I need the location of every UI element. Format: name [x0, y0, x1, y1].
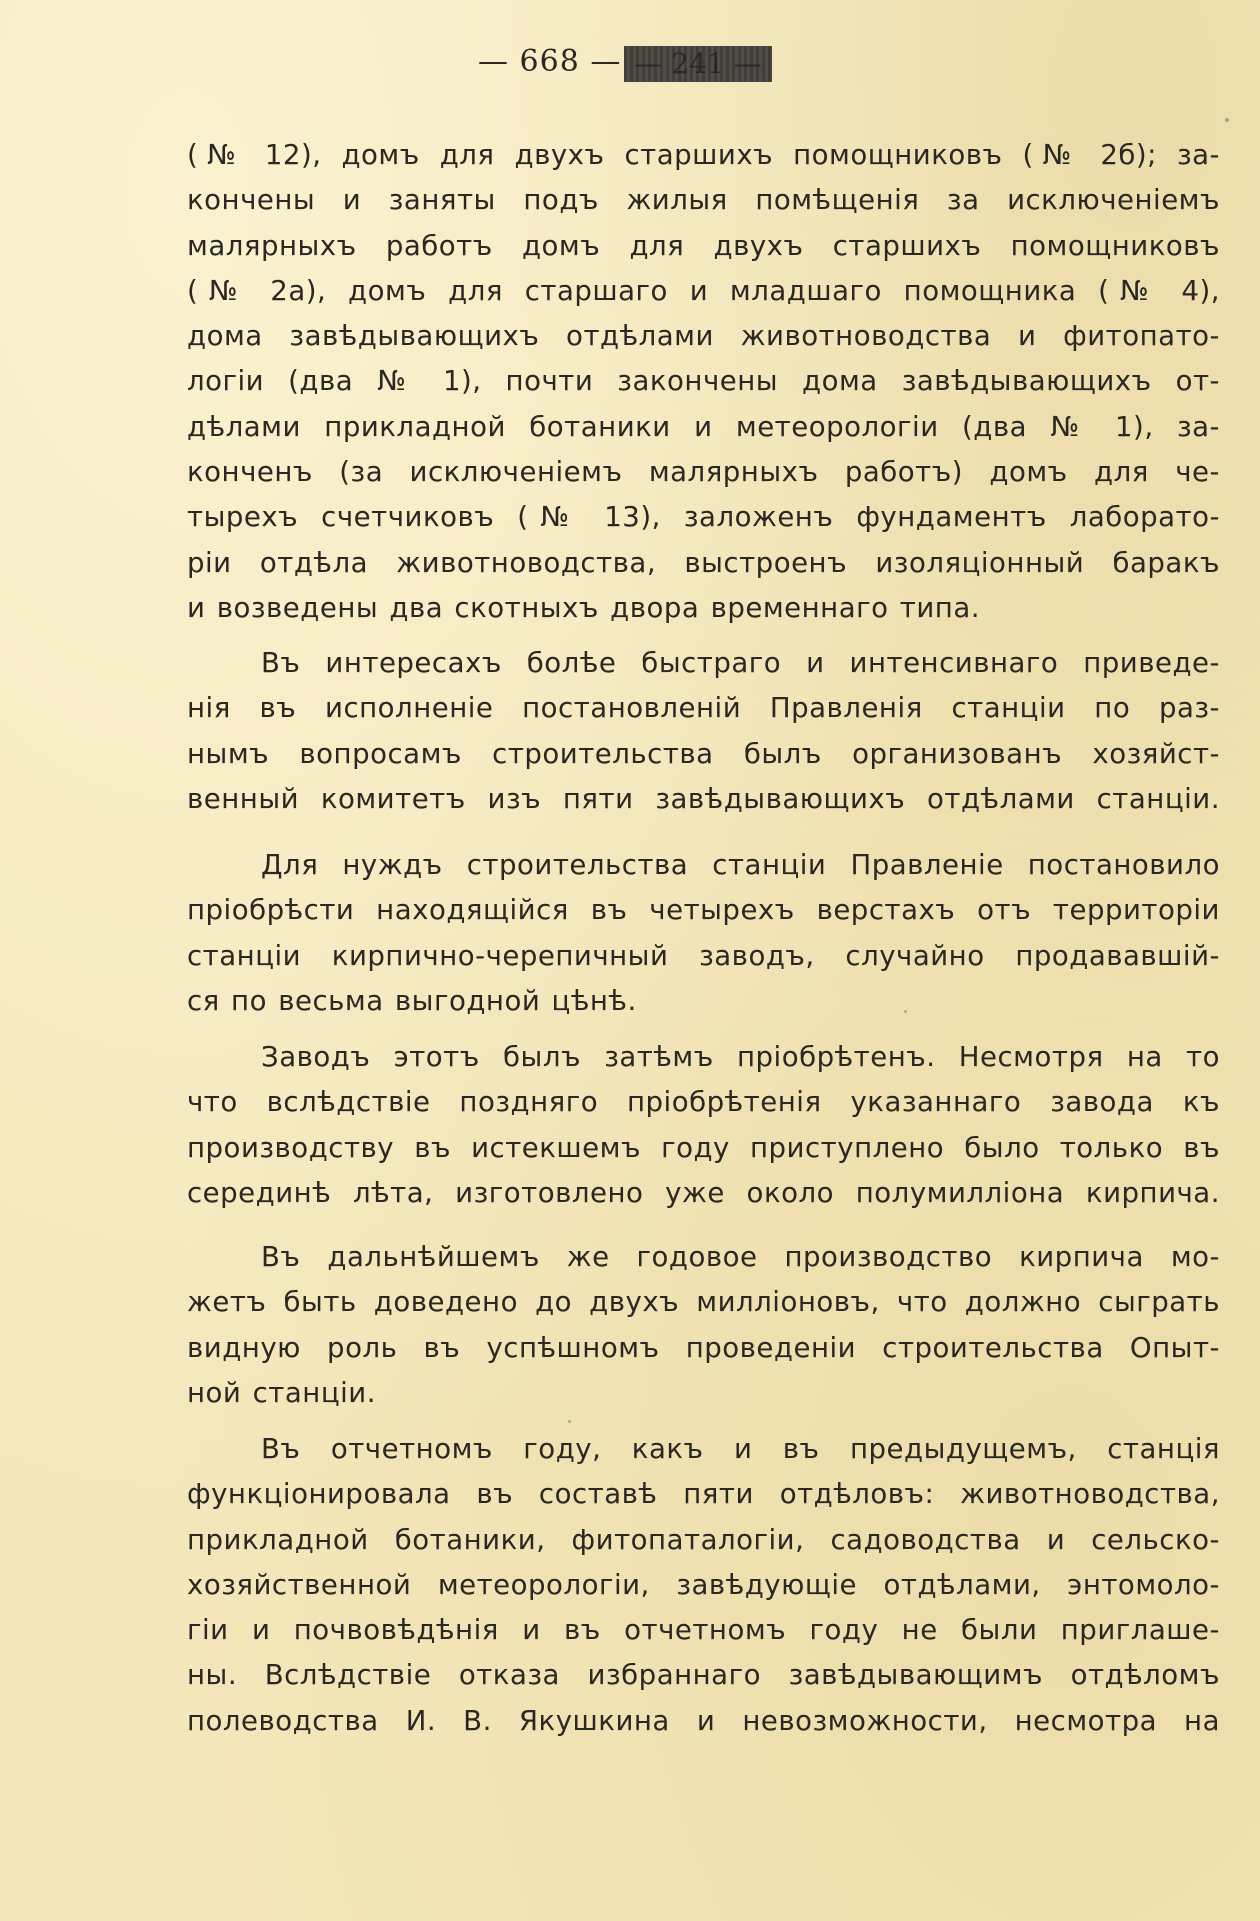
text-line: Для нуждъ строительства станціи Правленіе постановило: [261, 848, 1220, 881]
text-line: (№ 2а), домъ для старшаго и младшаго помощника (№ 4),: [187, 273, 1220, 307]
paper-speck: [568, 1420, 571, 1423]
text-line: хозяйственной метеорологіи, завѣдующіе отдѣлами, энтомоло-: [187, 1567, 1220, 1601]
paragraph-5: [187, 1234, 1220, 1415]
paragraph-6: [187, 1426, 1220, 1743]
text-line: и возведены два скотныхъ двора временнаго типа.: [187, 590, 980, 624]
text-line: ной станціи.: [187, 1375, 376, 1409]
text-line: пріобрѣсти находящійся въ четырехъ верстахъ отъ территоріи: [187, 893, 1220, 927]
text-line: серединѣ лѣта, изготовлено уже около полумилліона кирпича.: [187, 1175, 1220, 1209]
text-line: конченъ (за исключеніемъ малярныхъ работъ) домъ для че-: [187, 455, 1220, 489]
page-header: [0, 38, 1260, 90]
text-line: что вслѣдствіе поздняго пріобрѣтенія указаннаго завода къ: [187, 1085, 1220, 1119]
paragraph-4: [187, 1034, 1220, 1215]
text-line: малярныхъ работъ домъ для двухъ старшихъ помощниковъ: [187, 228, 1220, 262]
text-line: Въ интересахъ болѣе быстраго и интенсивнаго приведе-: [261, 646, 1220, 679]
paragraph-2: [187, 640, 1220, 821]
text-line: ся по весьма выгодной цѣнѣ.: [187, 983, 637, 1017]
text-line: логіи (два № 1), почти закончены дома завѣдывающихъ от-: [187, 364, 1220, 398]
text-line: ны. Вслѣдствіе отказа избраннаго завѣдывающимъ отдѣломъ: [187, 1658, 1220, 1692]
struck-out-page-number: — 241 —: [624, 46, 772, 82]
paragraph-3: [187, 842, 1220, 1023]
text-line: гіи и почвовѣдѣнія и въ отчетномъ году не были приглаше-: [187, 1613, 1220, 1647]
text-line: кончены и заняты подъ жилыя помѣщенія за исключеніемъ: [187, 183, 1220, 217]
text-line: дома завѣдывающихъ отдѣлами животноводства и фитопато-: [187, 319, 1220, 353]
paper-speck: [904, 1010, 907, 1013]
text-line: нымъ вопросамъ строительства былъ организованъ хозяйст-: [187, 736, 1220, 770]
paragraph-1: [187, 132, 1220, 630]
text-line: видную роль въ успѣшномъ проведеніи строительства Опыт-: [187, 1330, 1220, 1364]
text-line: полеводства И. В. Якушкина и невозможности, несмотра на: [187, 1703, 1220, 1737]
text-line: ріи отдѣла животноводства, выстроенъ изоляціонный баракъ: [187, 545, 1220, 579]
page-number: — 668 —: [478, 44, 622, 79]
text-line: прикладной ботаники, фитопаталогіи, садоводства и сельско-: [187, 1522, 1220, 1556]
text-line: жетъ быть доведено до двухъ милліоновъ, что должно сыграть: [187, 1285, 1220, 1319]
text-line: функціонировала въ составѣ пяти отдѣловъ: животноводства,: [187, 1477, 1220, 1511]
text-line: нія въ исполненіе постановленій Правленія станціи по раз-: [187, 691, 1220, 725]
text-line: Въ отчетномъ году, какъ и въ предыдущемъ, станція: [261, 1432, 1220, 1465]
text-line: венный комитетъ изъ пяти завѣдывающихъ отдѣлами станціи.: [187, 781, 1220, 815]
text-line: (№ 12), домъ для двухъ старшихъ помощниковъ (№ 2б); за-: [187, 138, 1220, 171]
text-line: тырехъ счетчиковъ (№ 13), заложенъ фундаментъ лаборато-: [187, 500, 1220, 534]
text-line: дѣлами прикладной ботаники и метеорологіи (два № 1), за-: [187, 409, 1220, 443]
paper-speck: [1225, 118, 1229, 122]
text-line: производству въ истекшемъ году приступлено было только въ: [187, 1130, 1220, 1164]
text-line: станціи кирпично-черепичный заводъ, случайно продававшій-: [187, 938, 1220, 972]
text-line: Заводъ этотъ былъ затѣмъ пріобрѣтенъ. Несмотря на то: [261, 1040, 1220, 1073]
text-line: Въ дальнѣйшемъ же годовое производство кирпича мо-: [261, 1240, 1220, 1273]
